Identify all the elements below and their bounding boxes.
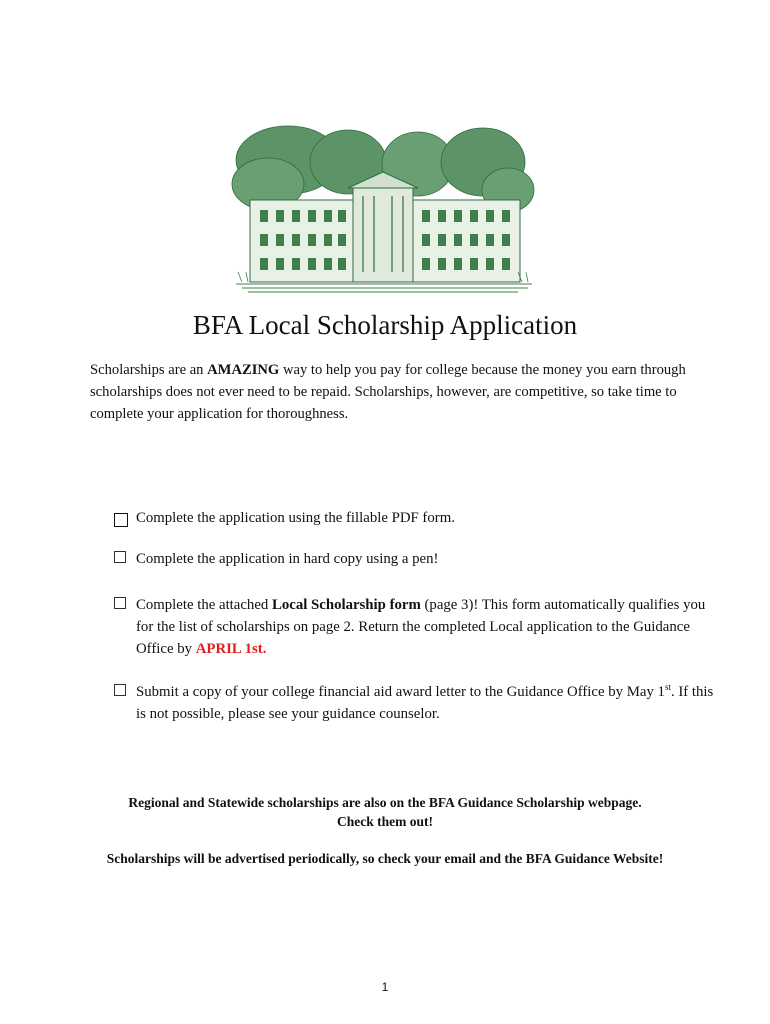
document-title: BFA Local Scholarship Application <box>192 310 578 340</box>
task-text: . If this is not possible, please see your guidance counselor. <box>136 684 714 722</box>
page-number: 1 <box>381 980 389 994</box>
intro-paragraph <box>90 359 715 425</box>
school-building-illustration <box>228 122 540 298</box>
task-label: Complete the application using the fillable PDF form. <box>136 510 455 526</box>
intro-text-end: way to help you pay for college because the money you earn through scholarships does not ever need to be repaid. Scholarships, however, are competitive, so take time to complete your application for thoroughness. <box>90 362 686 422</box>
ordinal-suffix: st <box>664 682 671 693</box>
local-scholarship-form-label: Local Scholarship form <box>272 597 421 613</box>
intro-emphasis: AMAZING <box>207 362 280 378</box>
task-text: Complete the attached <box>136 597 272 613</box>
task-text: Submit a copy of your college financial aid award letter to the Guidance Office by May 1 <box>136 684 665 700</box>
task-checkbox[interactable] <box>114 513 128 527</box>
task-label <box>136 594 716 660</box>
task-label <box>136 681 716 725</box>
deadline-date: APRIL 1st. <box>195 641 267 657</box>
task-label: Complete the application in hard copy using a pen! <box>136 551 439 567</box>
check-them-out-notice: Check them out! <box>337 814 433 829</box>
regional-scholarships-notice: Regional and Statewide scholarships are also on the BFA Guidance Scholarship webpage. <box>128 795 642 810</box>
advertised-notice: Scholarships will be advertised periodically, so check your email and the BFA Guidance Website! <box>106 851 664 866</box>
intro-text-start: Scholarships are an <box>90 362 208 378</box>
task-checkbox[interactable] <box>114 551 126 563</box>
task-checkbox[interactable] <box>114 684 126 696</box>
task-text: (page 3)! This form automatically qualifies you for the list of scholarships on page 2. Return the completed Local application to the Guidance Office by <box>136 597 706 657</box>
task-checkbox[interactable] <box>114 597 126 609</box>
